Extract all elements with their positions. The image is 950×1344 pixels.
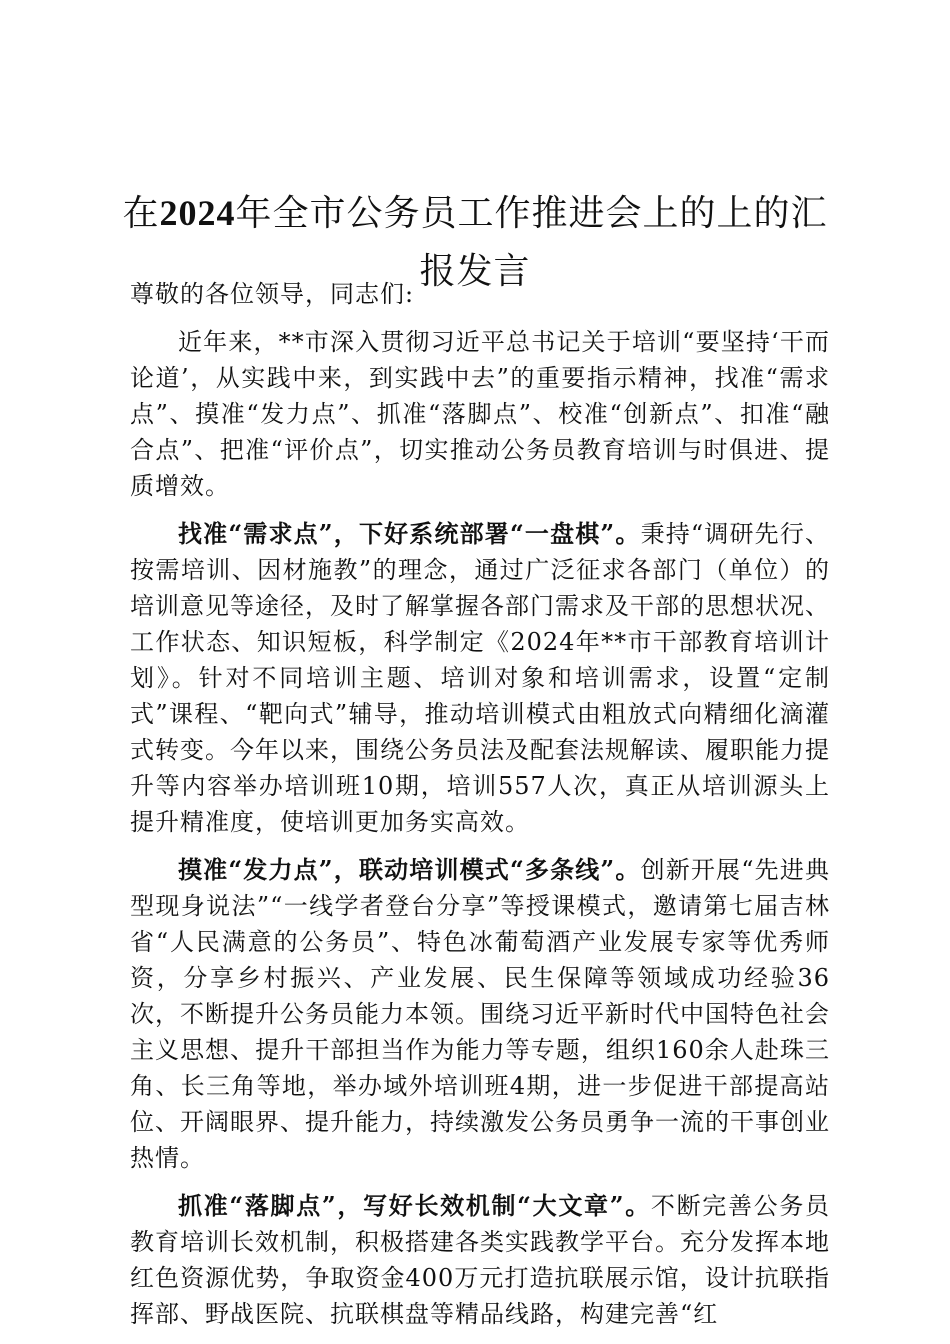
paragraph-demand-point xyxy=(130,516,830,840)
title-year: 2024 xyxy=(159,193,236,234)
paragraph-text: 秉持“调研先行、按需培训、因材施教”的理念，通过广泛征求各部门（单位）的培训意见等途径，及时了解掌握各部门需求及干部的思想状况、工作状态、知识短板，科学制定《2024年**市干部教育培训计划》。针对不同培训主题、培训对象和培训需求，设置“定制式”课程、“靶向式”辅导，推动培训模式由粗放式向精细化滴灌式转变。今年以来，围绕公务员法及配套法规解读、履职能力提升等内容举办培训班10期，培训557人次，真正从培训源头上提升精准度，使培训更加务实高效。 xyxy=(130,520,830,836)
paragraph-text: 近年来，**市深入贯彻习近平总书记关于培训“要坚持‘干而论道’，从实践中来，到实践中去”的重要指示精神，找准“需求点”、摸准“发力点”、抓准“落脚点”、校准“创新点”、扣准“融合点”、把准“评价点”，切实推动公务员教育培训与时俱进、提质增效。 xyxy=(130,328,830,500)
paragraph-heading: 摸准“发力点”，联动培训模式“多条线”。 xyxy=(178,855,641,884)
paragraph-foothold-point xyxy=(130,1188,830,1332)
salutation: 尊敬的各位领导，同志们: xyxy=(130,280,415,308)
paragraph-text: 创新开展“先进典型现身说法”“一线学者登台分享”等授课模式，邀请第七届吉林省“人民满意的公务员”、特色冰葡萄酒产业发展专家等优秀师资，分享乡村振兴、产业发展、民生保障等领域成功经验36次，不断提升公务员能力本领。围绕习近平新时代中国特色社会主义思想、提升干部担当作为能力等专题，组织160余人赴珠三角、长三角等地，举办域外培训班4期，进一步促进干部提高站位、开阔眼界、提升能力，持续激发公务员勇争一流的干事创业热情。 xyxy=(130,856,830,1172)
paragraph-heading: 抓准“落脚点”，写好长效机制“大文章”。 xyxy=(178,1191,651,1220)
title-suffix: 年全市公务员工作推进会上的上的汇报发言 xyxy=(235,193,828,293)
paragraph-text: 不断完善公务员教育培训长效机制，积极搭建各类实践教学平台。充分发挥本地红色资源优势，争取资金400万元打造抗联展示馆，设计抗联指挥部、野战医院、抗联棋盘等精品线路，构建完善“红 xyxy=(130,1192,831,1328)
paragraph-force-point xyxy=(130,852,830,1176)
document-body xyxy=(130,324,830,1344)
paragraph-intro xyxy=(130,324,830,504)
paragraph-heading: 找准“需求点”，下好系统部署“一盘棋”。 xyxy=(178,519,641,548)
title-prefix: 在 xyxy=(122,193,160,235)
